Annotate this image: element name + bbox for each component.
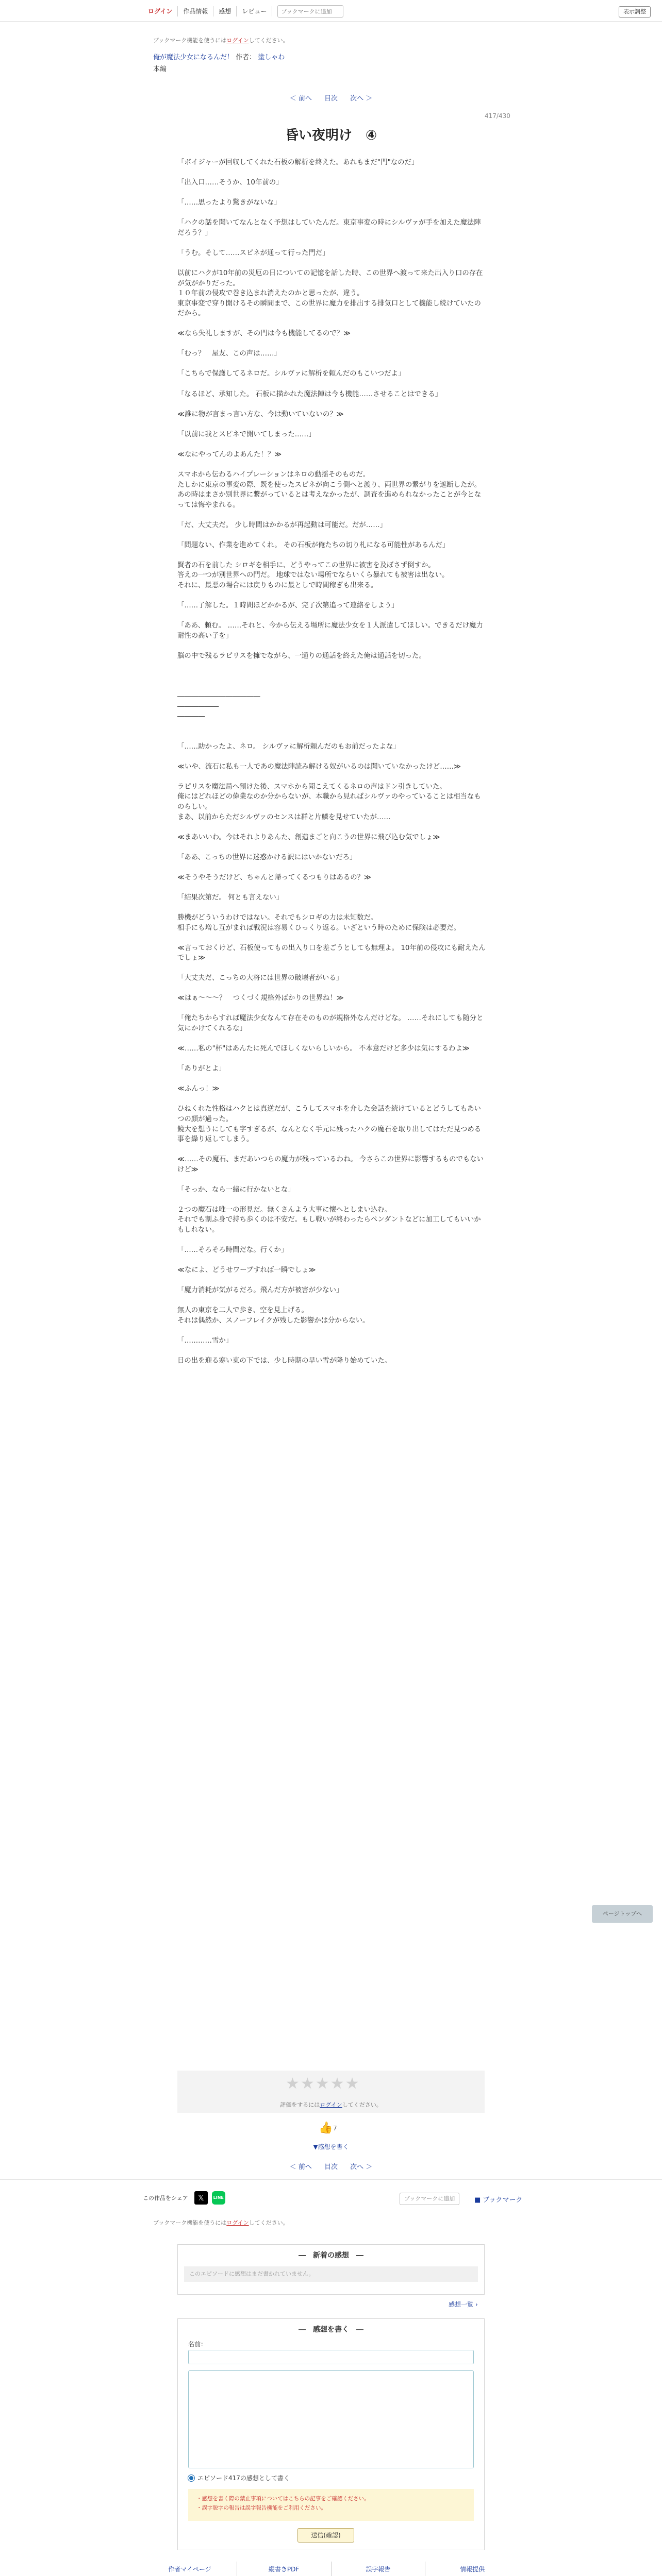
- body-paragraph: 「なるほど、承知した。 石板に描かれた魔法陣は今も機能……させることはできる」: [177, 390, 442, 398]
- body-paragraph: [177, 681, 487, 691]
- body-paragraph: [177, 963, 487, 974]
- bookmark-add-input[interactable]: [277, 5, 343, 18]
- body-paragraph: [177, 1145, 487, 1155]
- series-line: [153, 53, 285, 63]
- body-paragraph: 「……思ったより驚きがないな」: [177, 199, 281, 207]
- body-paragraph: 「……そろそろ時間だな。行くか」: [177, 1246, 288, 1255]
- newest-impressions-box: [177, 2244, 485, 2295]
- body-paragraph: ≪はぁ～～～？ つくづく規格外ばかりの世界ね！≫: [177, 994, 344, 1003]
- page-top-button[interactable]: ページトップへ: [592, 1905, 653, 1923]
- body-paragraph: [177, 661, 487, 671]
- body-paragraph: ≪なら失礼しますが、その門は今も機能してるので？≫: [177, 330, 351, 338]
- body-paragraph: 「出入口……そうか、10年前の」: [177, 179, 283, 187]
- body-paragraph: [177, 188, 487, 198]
- rating-login-link[interactable]: ログイン: [320, 2102, 342, 2108]
- body-paragraph: 「ボイジャーが回収してくれた石板の解析を終えた。あれもまだ"門"なのだ」: [177, 159, 419, 166]
- body-paragraph: [177, 862, 487, 873]
- body-paragraph: [177, 399, 487, 410]
- body-paragraph: [177, 591, 487, 601]
- body-paragraph: [177, 419, 487, 430]
- body-paragraph: [177, 722, 487, 732]
- body-paragraph: [177, 1256, 487, 1266]
- author-links-row: [143, 2562, 519, 2576]
- note-typo: ・誤字脱字の報告は誤字報告機能をご利用ください。: [196, 2505, 326, 2511]
- body-paragraph: ≪いや、流石に私も一人であの魔法陣読み解ける奴がいるのは聞いていなかったけど……≫: [177, 762, 461, 771]
- radio-icon[interactable]: [188, 2475, 194, 2481]
- body-paragraph: [177, 439, 487, 450]
- body-paragraph: ――――――: [177, 702, 219, 710]
- bookmark-note-bottom-suffix: してください。: [249, 2219, 289, 2226]
- body-paragraph: 「うむ。そして……スピネが通って行った門だ」: [177, 249, 329, 257]
- body-paragraph: [177, 984, 487, 994]
- bookmark-note-prefix: ブックマーク機能を使うには: [153, 37, 227, 44]
- body-paragraph: ひねくれた性格はハクとは真逆だが、こうしてスマホを介した会話を続けているとどうしてもあいつの顔が過った。: [177, 1105, 481, 1123]
- prev-link[interactable]: ＜ 前へ: [289, 95, 312, 103]
- body-paragraph: [177, 460, 487, 470]
- body-paragraph: [177, 1004, 487, 1014]
- body-paragraph: [177, 238, 487, 248]
- line-share-icon[interactable]: LINE: [212, 2191, 225, 2205]
- next-link-bottom[interactable]: 次へ ＞: [350, 2163, 373, 2171]
- body-paragraph: 「…………雪か」: [177, 1336, 233, 1345]
- rating-stars[interactable]: ★★★★★: [286, 2075, 360, 2093]
- like-icon[interactable]: 👍: [319, 2122, 333, 2134]
- body-paragraph: ――――: [177, 713, 205, 721]
- body-paragraph: ２つの魔石は唯一の形見だ。無くさんよう大事に懐へとしまい込む。: [177, 1206, 392, 1214]
- body-paragraph: 「だ、大丈夫だ。 少し時間はかかるが再起動は可能だ。だが……」: [177, 521, 387, 529]
- write-impression-title: ― 感想を書く ―: [299, 2326, 363, 2334]
- body-paragraph: 無人の東京を二人で歩き、空を見上げる。: [177, 1307, 308, 1315]
- body-paragraph: [177, 933, 487, 943]
- name-input[interactable]: [188, 2350, 474, 2364]
- body-paragraph: たしかに東京の事変の際、既を使ったスピネが向こう側へと渡り、両世界の繋がりを遮断したが。: [177, 481, 482, 489]
- body-paragraph: ≪言っておくけど、石板使ってもの出入り口を差ごうとしても無理よ。 10年前の侵攻にも耐えたんでしょ≫: [177, 944, 486, 962]
- body-paragraph: [177, 1054, 487, 1064]
- rating-note-suffix: してください。: [342, 2102, 382, 2108]
- next-link[interactable]: 次へ ＞: [350, 95, 373, 103]
- like-count: 7: [333, 2125, 337, 2132]
- body-paragraph: [177, 1346, 487, 1357]
- body-paragraph: 鏡大を想うにしても字すぎるが、なんとなく手元に残ったハクの魔石を取り出してはただ見つめる事を繰り返してしまう。: [177, 1125, 482, 1144]
- write-impression-box: [177, 2318, 485, 2550]
- body-paragraph: 「俺たちからすれば魔法少女なんて存在そのものが規格外なんだけどな。 ……それにしても随分と気にかけてくれるな」: [177, 1014, 484, 1033]
- work-info-link[interactable]: 作品情報: [178, 6, 213, 16]
- body-paragraph: 「……助かったよ、ネロ。 シルヴァに解析頼んだのもお前だったよな」: [177, 742, 400, 751]
- body-paragraph: [177, 379, 487, 389]
- body-paragraph: [177, 550, 487, 561]
- body-paragraph: [177, 772, 487, 782]
- bookmark-note-bottom: [153, 2218, 289, 2227]
- review-link[interactable]: レビュー: [237, 6, 272, 16]
- episode-scope-option[interactable]: [188, 2473, 290, 2482]
- episode-number: 417/430: [485, 112, 510, 120]
- body-paragraph: 「問題ない、作業を進めてくれ。 その石板が俺たちの切り札になる可能性があるんだ」: [177, 541, 450, 549]
- header-nav: [143, 5, 343, 18]
- share-row: [143, 2191, 225, 2205]
- body-paragraph: [177, 1326, 487, 1336]
- body-paragraph: 答えの一つが別世界への門だ。 地球ではない場所でならいくら暴れても被害は出ない。: [177, 571, 449, 580]
- body-paragraph: [177, 510, 487, 520]
- body-paragraph: [177, 1296, 487, 1306]
- body-paragraph: [177, 258, 487, 268]
- body-paragraph: [177, 1195, 487, 1205]
- bookmark-login-link-bottom[interactable]: ログイン: [226, 2219, 249, 2226]
- share-label: この作品をシェア: [143, 2195, 188, 2201]
- body-paragraph: あの時はまさか別世界に繋がっているとは考えなかったが、調査を進められなかったことが今となっては悔やまれる。: [177, 491, 482, 509]
- newest-impressions-title: ― 新着の感想 ―: [299, 2251, 363, 2260]
- body-paragraph: [177, 1074, 487, 1084]
- body-paragraph: ≪まあいいわ。今はそれよりあんた、創造まごと向こうの世界に飛び込む気でしょ≫: [177, 833, 440, 841]
- body-paragraph: 「……了解した。１時間ほどかかるが、完了次第追って連絡をしよう」: [177, 602, 399, 610]
- impression-notes: [188, 2489, 474, 2521]
- body-paragraph: ≪……私の"杯"はあんたに死んでほしくないらしいから。 不本意だけど多少は気にするわよ≫: [177, 1045, 470, 1053]
- divider: [0, 2179, 662, 2180]
- body-paragraph: [177, 822, 487, 833]
- info-provide-link[interactable]: 情報提供: [460, 2566, 485, 2573]
- body-paragraph: [177, 671, 487, 682]
- episode-scope-label: エピソード417の感想として書く: [197, 2475, 290, 2482]
- toc-link-bottom[interactable]: 目次: [324, 2163, 338, 2171]
- body-paragraph: １０年前の侵攻で巻き込まれ消えたのかと思ったが、違う。: [177, 290, 364, 298]
- body-paragraph: 「結果次第だ。 何とも言えない」: [177, 893, 284, 902]
- body-paragraph: 「そっか、なら一緒に行かないとな」: [177, 1185, 295, 1194]
- rating-note-prefix: 評価をするには: [280, 2102, 320, 2108]
- series-title-link[interactable]: 俺が魔法少女になるんだ！: [153, 54, 234, 61]
- body-paragraph: 「むっ？ 屋友、この声は……」: [177, 350, 281, 358]
- author-label: 作者：: [236, 54, 256, 61]
- author-mypage-link[interactable]: 作者マイページ: [143, 2562, 237, 2576]
- chapter-label: 本編: [153, 65, 167, 73]
- bookmark-note-suffix: してください。: [249, 37, 289, 44]
- body-paragraph: 「ああ、こっちの世界に迷惑かける訳にはいかないだろ」: [177, 853, 357, 861]
- novel-body: [177, 158, 487, 1366]
- body-paragraph: [177, 883, 487, 893]
- body-paragraph: [177, 752, 487, 762]
- pager-top: [0, 93, 662, 103]
- body-paragraph: [177, 842, 487, 853]
- prev-link-bottom[interactable]: ＜ 前へ: [289, 2163, 312, 2171]
- body-paragraph: 「魔力消耗が気がるだろ。飛んだ方が被害が少ない」: [177, 1286, 343, 1295]
- body-paragraph: 東京事変で穿り開けるその瞬間まで、この世界に魔力を排出する排気口として機能し続けていたのだから。: [177, 299, 481, 318]
- no-impressions-text: このエピソードに感想はまだ書かれていません。: [184, 2266, 478, 2282]
- body-paragraph: それは偶然か、スノーフレイクが残した影響かは分からない。: [177, 1316, 370, 1325]
- body-paragraph: 「ああ、頼む。 ……それと、今から伝える場所に魔法少女を１人派遣してほしい。できるだけ魔力耐性の高い子を」: [177, 622, 483, 640]
- body-paragraph: ラピリスを魔法局へ預けた後、スマホから聞こえてくるネロの声はドン引きしていた。: [177, 783, 446, 791]
- body-paragraph: ≪なにやってんのよあんた！？≫: [177, 450, 282, 459]
- body-paragraph: ≪誰に物が言まっ言い方な、今は動いていないの？≫: [177, 410, 344, 418]
- rating-note: [177, 2100, 485, 2109]
- body-paragraph: [177, 1235, 487, 1246]
- author-link[interactable]: 塗しゃわ: [258, 54, 285, 61]
- typo-report-link[interactable]: 誤字報告: [332, 2562, 426, 2576]
- body-paragraph: [177, 1175, 487, 1185]
- display-settings-button[interactable]: 表示調整: [619, 6, 651, 18]
- body-paragraph: [177, 732, 487, 742]
- body-paragraph: [177, 339, 487, 349]
- body-paragraph: それでも割ふ身で持ち歩くのは不安だ。もし戦いが終わったらペンダントなどに加工してもいいかもしれない。: [177, 1216, 481, 1234]
- name-label: 名前：: [188, 2341, 207, 2348]
- rating-box: [177, 2071, 485, 2113]
- body-paragraph: [177, 359, 487, 369]
- vertical-pdf-link[interactable]: 縦書きPDF: [237, 2562, 332, 2576]
- body-paragraph: [177, 903, 487, 913]
- body-paragraph: まあ、以前からただシルヴァのセンスは群と片鱗を見せていたが……: [177, 813, 391, 821]
- pager-bottom: [0, 2161, 662, 2171]
- bookmark-login-link[interactable]: ログイン: [226, 37, 249, 44]
- body-paragraph: ≪……その魔石、まだあいつらの魔力が残っているわね。 今さらこの世界に影響するものでもないけど≫: [177, 1156, 484, 1174]
- body-paragraph: [177, 641, 487, 651]
- bookmark-link[interactable]: ■ ブックマーク: [474, 2196, 523, 2204]
- body-paragraph: 「ありがとよ」: [177, 1065, 226, 1073]
- body-paragraph: 「ハクの話を聞いてなんとなく予想はしていたんだ。東京事変の時にシルヴァが手を加えた魔法陣だろう？」: [177, 219, 481, 237]
- body-paragraph: 「こちらで保護してるネロだ。シルヴァに解析を頼んだのもこいつだよ」: [177, 370, 405, 378]
- episode-title: 昏い夜明け ④: [285, 128, 377, 143]
- bookmark-add-button[interactable]: ブックマークに追加: [400, 2193, 459, 2205]
- body-paragraph: 賢者の石を前した シロギを相手に、どうやってこの世界に被害を及ぼさず倒すか。: [177, 561, 435, 569]
- impressions-link[interactable]: 感想: [213, 6, 237, 16]
- impressions-list-link[interactable]: 感想一覧 ›: [449, 2301, 478, 2308]
- submit-button[interactable]: 送信(確認): [297, 2528, 354, 2543]
- body-paragraph: スマホから伝わるハイプレーションはネロの動揺そのものだ。: [177, 470, 370, 479]
- body-paragraph: [177, 1094, 487, 1105]
- body-paragraph: 日の出を迎る寒い東の下では、少し時期の早い雪が降り始めていた。: [177, 1357, 392, 1365]
- note-rules: ・感想を書く際の禁止事項についてはこちらの記事をご確認ください。: [196, 2496, 370, 2502]
- impression-textarea[interactable]: [188, 2370, 474, 2468]
- write-impression-toggle[interactable]: ▼感想を書く: [313, 2143, 349, 2150]
- body-paragraph: [177, 168, 487, 178]
- body-paragraph: 脳の中で残るラピリスを擁でながら、一通りの通話を終えた俺は通話を切った。: [177, 652, 426, 660]
- body-paragraph: [177, 611, 487, 621]
- login-link[interactable]: ログイン: [143, 6, 178, 16]
- body-paragraph: ≪ふんっ！≫: [177, 1085, 220, 1093]
- body-paragraph: 「以前に我とスピネで開いてしまった……」: [177, 430, 316, 438]
- body-paragraph: 勝機がどういうわけではない。それでもシロギの力は未知数だ。: [177, 914, 378, 922]
- body-paragraph: ――――――――――――: [177, 692, 260, 700]
- body-paragraph: [177, 1276, 487, 1286]
- body-paragraph: ≪なによ、どうせワープすれば一瞬でしょ≫: [177, 1266, 316, 1275]
- body-paragraph: ≪そうやそうだけど、ちゃんと帰ってくるつもりはあるの？≫: [177, 873, 372, 882]
- bookmark-note-bottom-prefix: ブックマーク機能を使うには: [153, 2219, 227, 2226]
- toc-link[interactable]: 目次: [324, 95, 338, 103]
- body-paragraph: 「大丈夫だ、こっちの大将には世界の破壊者がいる」: [177, 974, 343, 982]
- body-paragraph: [177, 208, 487, 218]
- body-paragraph: [177, 530, 487, 540]
- body-paragraph: [177, 1034, 487, 1044]
- x-share-icon[interactable]: 𝕏: [194, 2191, 208, 2205]
- bookmark-note: [153, 36, 289, 44]
- body-paragraph: 俺にはどれほどの偉業なのか分からないが、本職から見ればシルヴァのやっていることは相当なものらしい。: [177, 793, 481, 811]
- site-header: [0, 0, 662, 22]
- body-paragraph: それに、最悪の場合には戻りものに最としで時間稼ぎも出来る。: [177, 581, 378, 589]
- body-paragraph: [177, 319, 487, 329]
- body-paragraph: 相手にも増し互がまれば戦況は容易くひっくり返る。いざという時のために保険は必要だ。: [177, 924, 461, 932]
- body-paragraph: 以前にハクが10年前の災厄の日についての記憶を話した時、この世界へ渡って来た出入り口の存在が気がかりだった。: [177, 269, 483, 287]
